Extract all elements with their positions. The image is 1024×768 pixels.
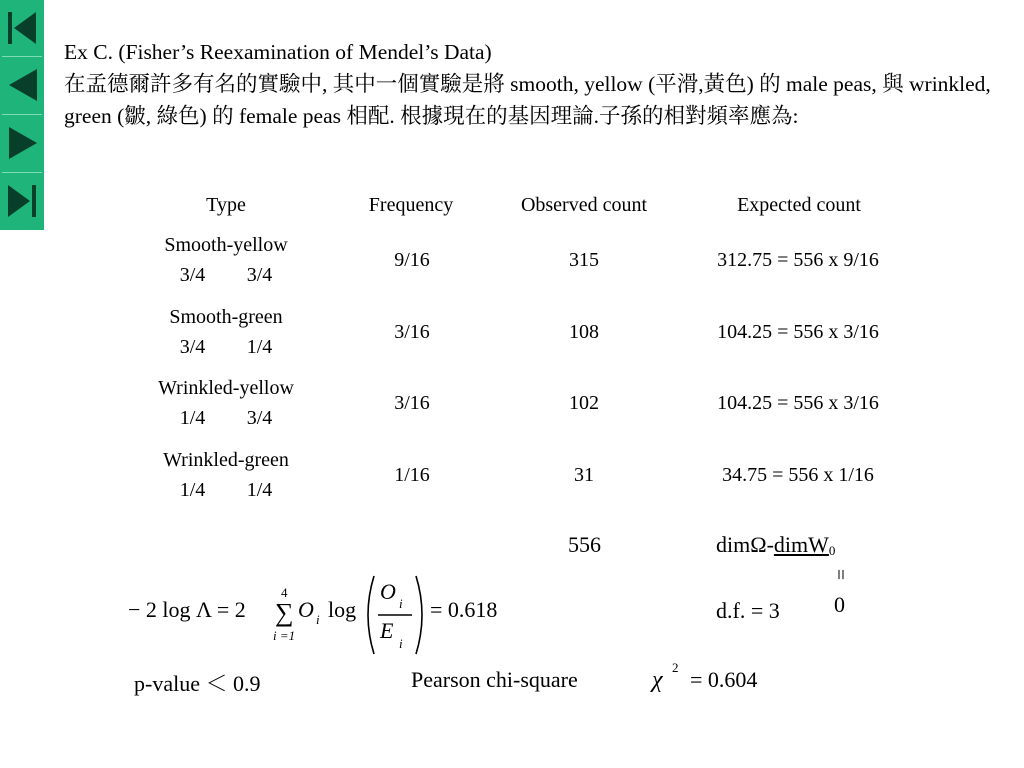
- expected-cell: 104.25 = 556 x 3/16: [717, 392, 879, 414]
- slide-intro-text: 在孟德爾許多有名的實驗中, 其中一個實驗是將 smooth, yellow (平滑,黃色) 的 male peas, 與 wrinkled, green (皺, 綠色) 的 female peas 相配. 根據現在的基因理論.子孫的相對頻率應為:: [64, 72, 991, 128]
- dimension-difference: [716, 532, 835, 559]
- ratio-a: 1/4: [179, 407, 206, 429]
- observed-cell: 315: [569, 249, 599, 271]
- chi-superscript: 2: [672, 660, 679, 675]
- header-frequency: Frequency: [368, 194, 454, 216]
- ratio-b: 1/4: [246, 336, 273, 358]
- observed-cell: 108: [569, 321, 599, 343]
- ratio-b: 3/4: [246, 264, 273, 286]
- header-observed-count: Observed count: [520, 194, 648, 216]
- previous-slide-button[interactable]: [0, 57, 44, 113]
- numerator-subscript: i: [399, 596, 403, 611]
- dim-w: dimW: [773, 532, 829, 557]
- frequency-cell: 1/16: [394, 464, 430, 486]
- chi-symbol: χ: [652, 667, 663, 693]
- equals-sign-rotated: =: [829, 568, 852, 581]
- expected-cell: 312.75 = 556 x 9/16: [717, 249, 879, 271]
- ratio-b: 3/4: [246, 407, 273, 429]
- header-type: Type: [206, 194, 246, 216]
- header-expected-count: Expected count: [737, 194, 861, 216]
- dim-w-subscript: 0: [828, 543, 836, 558]
- ratio-a: 3/4: [179, 336, 206, 358]
- total-observed: 556: [568, 532, 601, 557]
- formula-O: O: [298, 597, 314, 622]
- formula-result: = 0.618: [430, 597, 498, 622]
- first-slide-button[interactable]: [0, 0, 44, 56]
- summation-sign: ∑: [275, 598, 294, 627]
- type-name: Smooth-green: [169, 306, 283, 328]
- table-row-type: [116, 230, 336, 290]
- formula-log: log: [328, 597, 357, 622]
- degrees-of-freedom: d.f. = 3: [716, 598, 780, 623]
- observed-cell: 102: [569, 392, 599, 414]
- table-row-type: [116, 302, 336, 362]
- slide-title: Ex C. (Fisher’s Reexamination of Mendel’s Data): [64, 40, 492, 64]
- formula-lhs: − 2 log Λ = 2: [128, 597, 246, 622]
- fraction-numerator-O: O: [380, 579, 396, 604]
- pearson-label: Pearson chi-square: [411, 667, 578, 692]
- expected-cell: 104.25 = 556 x 3/16: [717, 321, 879, 343]
- ratio-a: 1/4: [179, 479, 206, 501]
- last-slide-icon: [5, 182, 39, 220]
- table-row-type: [116, 373, 336, 433]
- last-slide-button[interactable]: [0, 173, 44, 229]
- ratio-a: 3/4: [179, 264, 206, 286]
- table-row-type: [116, 445, 336, 505]
- observed-cell: 31: [574, 464, 594, 486]
- sum-lower-limit: i =1: [273, 628, 296, 643]
- frequency-cell: 3/16: [394, 392, 430, 414]
- chi-square-value: = 0.604: [690, 667, 758, 692]
- dimension-result: 0: [834, 592, 845, 617]
- next-slide-button[interactable]: [0, 115, 44, 171]
- frequency-cell: 9/16: [394, 249, 430, 271]
- type-name: Wrinkled-green: [163, 449, 289, 471]
- first-slide-icon: [5, 9, 39, 47]
- ratio-b: 1/4: [246, 479, 273, 501]
- formula-O-subscript: i: [316, 612, 320, 627]
- denominator-subscript: i: [399, 636, 403, 651]
- sum-upper-limit: 4: [281, 585, 288, 600]
- next-slide-icon: [5, 124, 39, 162]
- expected-cell: 34.75 = 556 x 1/16: [722, 464, 874, 486]
- fraction-denominator-E: E: [380, 618, 394, 643]
- type-name: Smooth-yellow: [164, 234, 288, 256]
- frequency-cell: 3/16: [394, 321, 430, 343]
- type-name: Wrinkled-yellow: [158, 377, 294, 399]
- dim-omega: dimΩ-: [716, 532, 774, 557]
- slide-nav-bar: [0, 0, 44, 230]
- p-value: p-value ＜ 0.9: [134, 671, 261, 696]
- previous-slide-icon: [5, 66, 39, 104]
